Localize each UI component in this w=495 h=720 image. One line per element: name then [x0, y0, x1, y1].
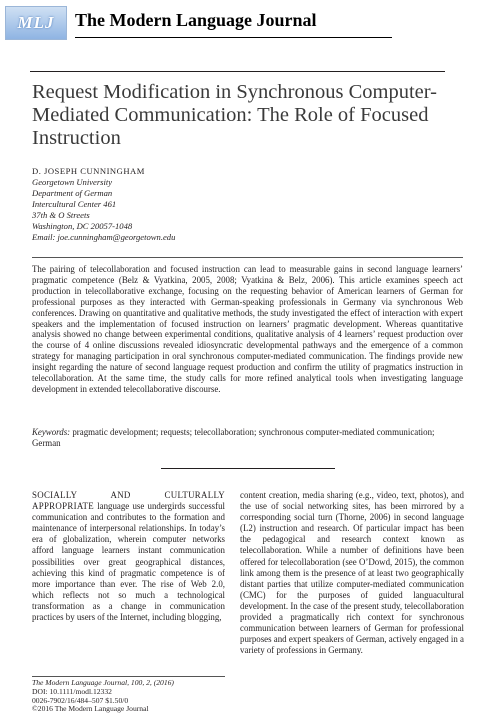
footer-doi: DOI: 10.1111/modl.12332 [32, 686, 112, 696]
abstract-divider [32, 257, 463, 258]
author-name: D. JOSEPH CUNNINGHAM [32, 166, 145, 176]
journal-title-rule [75, 37, 392, 38]
body-column-left [32, 490, 225, 623]
journal-logo [5, 6, 67, 40]
keywords-label: Keywords: [32, 427, 71, 437]
affiliation-university: Georgetown University [32, 177, 113, 187]
footer-copyright: ©2016 The Modern Language Journal [32, 704, 149, 714]
body-left-text: language use undergirds successful communication and contributes to the formation and maintenance of interpersonal relationships. In today’s era of globalization, wherein computer networks afford language learners instant communication possibilities over great geographical distances, achieving this kind of pragmatic competence is of more importance than ever. The rise of Web 2.0, which reflects not so much a technological transformation as a change in communication practices by users of the Internet, including blogging, [32, 501, 225, 623]
affiliation-street: 37th & O Streets [32, 210, 90, 220]
footer-issn: 0026-7902/16/484–507 $1.50/0 [32, 695, 129, 705]
abstract: The pairing of telecollaboration and focused instruction can lead to measurable gains in second language learners’ pragmatic competence (Belz & Vyatkina, 2005, 2008; Vyatkina & Belz, 2006). This article examines speech act production in telecollaborative exchange, focusing on the requesting behavior of American learners of German for professional purposes as they interacted with German-speaking professionals in Germany via synchronous Web conferences. Drawing on quantitative and qualitative methods, the study investigated the effect of interaction with expert speakers and the implementation of focused instruction on learners’ pragmatic development. Whereas quantitative analysis showed no change between experimental conditions, qualitative analysis of 4 learners’ request production over the course of 4 online discussions revealed idiosyncratic developmental pathways and the emergence of a common strategy for managing participation in oral synchronous computer-mediated communication. The findings provide new insight regarding the nature of second language request production and confirm the utility of pragmatics instruction in telecollaboration. At the same time, the study calls for more refined analytical tools when investigating language development in extended telecollaborative discourse. [32, 264, 463, 394]
section-divider [161, 468, 335, 469]
lead-in: SOCIALLY AND CULTURALLY APPROPRIATE [32, 490, 225, 512]
keywords-list: pragmatic development; requests; telecollaboration; synchronous computer-mediated communication; German [32, 427, 435, 448]
footer-citation: The Modern Language Journal, 100, 2, (2016) [32, 678, 174, 687]
journal-header [5, 6, 490, 44]
body-column-right: content creation, media sharing (e.g., video, text, photos), and the use of social networking sites, has been mirrored by a corresponding social turn (Thorne, 2006) in second language (L2) instruction and research. Of particular impact has been the pedagogical and research context known as telecollaboration. While a number of definitions have been offered for telecollaboration (see O’Dowd, 2015), the common link among them is the presence of at least two geographically distant parties that utilize computer-mediated communication (CMC) for the purposes of guided languacultural development. In the case of the present study, telecollaboration provided a pragmatically rich context for synchronous communication between learners of German for professional purposes and expert speakers of German, actively engaged in a variety of professions in Germany. [240, 490, 464, 656]
affiliation-department: Department of German [32, 188, 113, 198]
article-title: Request Modification in Synchronous Computer-Mediated Communication: The Role of Focused Instruction [32, 81, 437, 149]
header-divider [30, 71, 445, 72]
journal-title: The Modern Language Journal [75, 10, 317, 30]
logo-text: MLJ [17, 13, 55, 32]
author-block [32, 166, 462, 243]
footer-divider [32, 676, 225, 677]
keywords [32, 427, 463, 449]
affiliation-building: Intercultural Center 461 [32, 199, 117, 209]
affiliation-city: Washington, DC 20057-1048 [32, 221, 133, 231]
author-email: Email: joe.cunningham@georgetown.edu [32, 232, 176, 242]
publication-footer [32, 679, 232, 714]
